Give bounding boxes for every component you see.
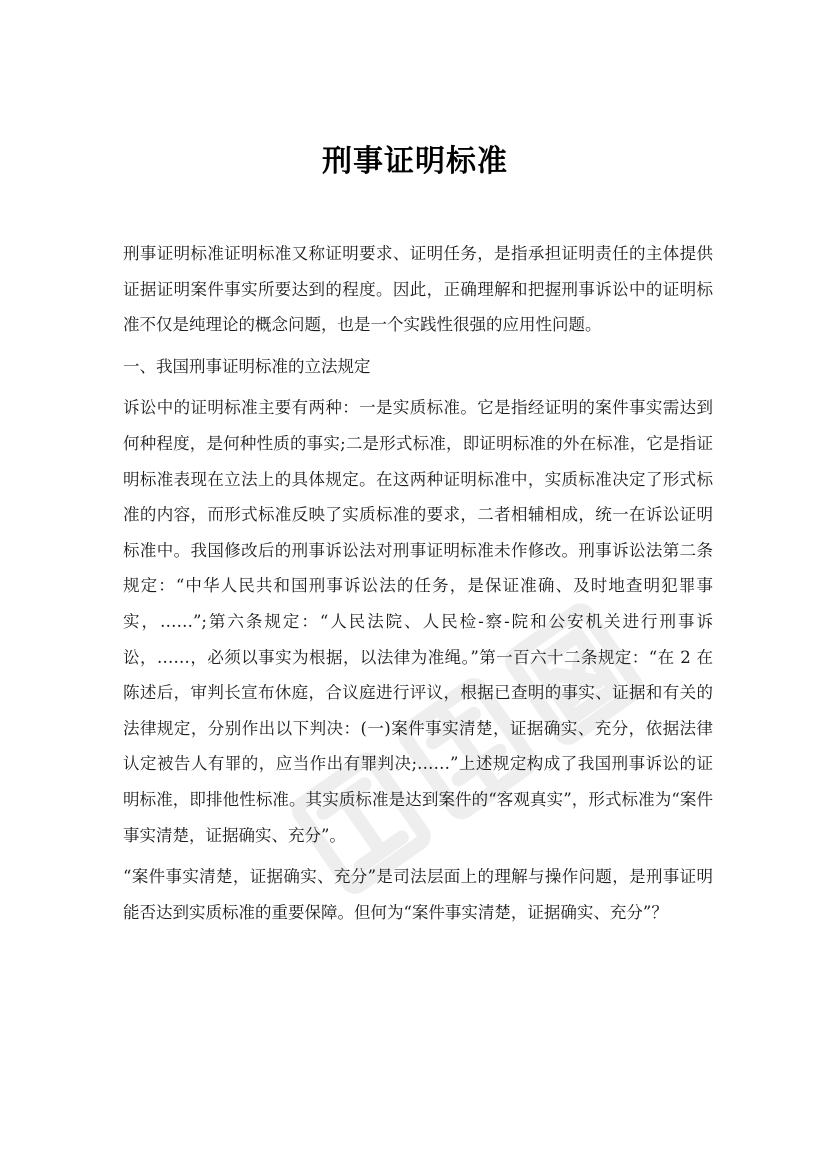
paragraph-intro: 刑事证明标准证明标准又称证明要求、证明任务，是指承担证明责任的主体提供证据证明案件事实所要达到的程度。因此，正确理解和把握刑事诉讼中的证明标准不仅是纯理论的概念问题，也是一个实践性很强的应用性问题。 <box>123 244 713 335</box>
paragraph-question: “案件事实清楚，证据确实、充分”是司法层面上的理解与操作问题，是刑事证明能否达到实质标准的重要保障。但何为“案件事实清楚，证据确实、充分”？ <box>123 867 713 922</box>
page-title: 刑事证明标准 <box>322 144 508 180</box>
document-body <box>123 236 713 936</box>
paragraph-standards: 诉讼中的证明标准主要有两种：一是实质标准。它是指经证明的案件事实需达到何种程度，是何种性质的事实;二是形式标准，即证明标准的外在标准，它是指证明标准表现在立法上的具体规定。在这两种证明标准中，实质标准决定了形式标准的内容，而形式标准反映了实质标准的要求，二者相辅相成，统一在诉讼证明标准中。我国修改后的刑事诉讼法对刑事证明标准未作修改。刑事诉讼法第二条规定：“中华人民共和国刑事诉讼法的任务，是保证准确、及时地查明犯罪事实，……”;第六条规定：“人民法院、人民检-察-院和公安机关进行刑事诉讼，……，必须以事实为根据，以法律为准绳。”第一百六十二条规定：“在 2 在陈述后，审判长宣布休庭，合议庭进行评议，根据已查明的事实、证据和有关的法律规定，分别作出以下判决：(一)案件事实清楚，证据确实、充分，依据法律认定被告人有罪的，应当作出有罪判决;……”上述规定构成了我国刑事诉讼的证明标准，即排他性标准。其实质标准是达到案件的“客观真实”，形式标准为“案件事实清楚，证据确实、充分”。 <box>123 398 713 845</box>
section-heading: 一、我国刑事证明标准的立法规定 <box>123 356 371 376</box>
